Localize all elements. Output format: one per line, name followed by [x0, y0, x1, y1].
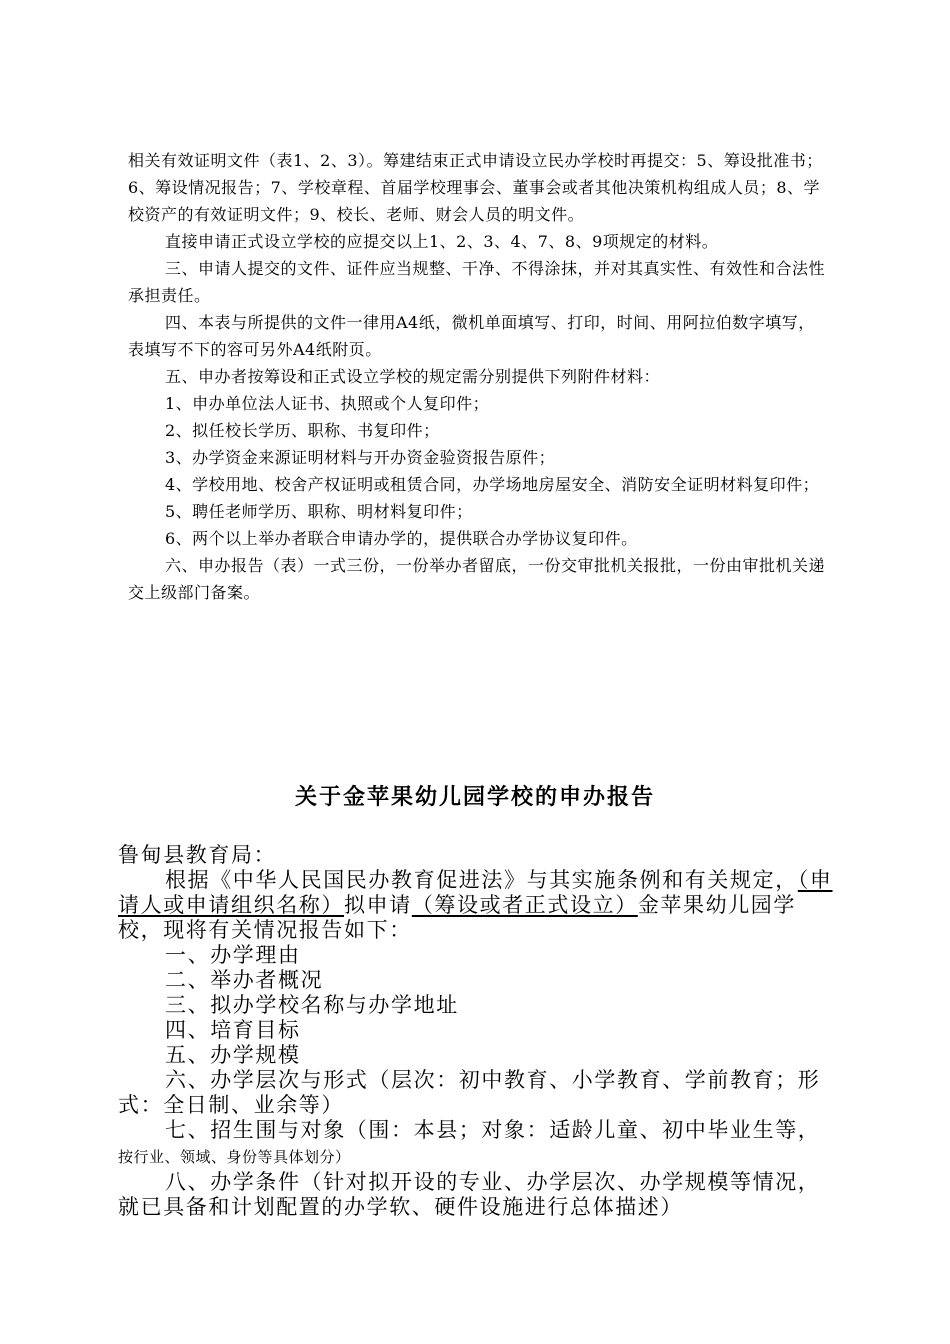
intro-paragraph	[118, 868, 834, 943]
report-item: 三、拟办学校名称与办学地址	[165, 993, 459, 1017]
report-item	[118, 1118, 834, 1170]
notes-paragraph: 四、本表与所提供的文件一律用A4纸，微机单面填写、打印，时间、用阿拉伯数字填写，表填写不下的容可另外A4纸附页。	[128, 313, 815, 359]
report-item: 六、办学层次与形式（层次：初中教育、小学教育、学前教育；形式：全日制、业余等）	[118, 1068, 821, 1117]
notes-paragraph: 三、申请人提交的文件、证件应当规整、干净、不得涂抹，并对其真实性、有效性和合法性承担责任。	[128, 259, 826, 305]
report-item: 一、办学理由	[165, 943, 301, 967]
attachment-item: 6、两个以上举办者联合申请办学的，提供联合办学协议复印件。	[165, 529, 638, 548]
applicant-name-blank: （申请人或申请组织名称）	[118, 868, 833, 917]
attachment-item: 5、聘任老师学历、职称、明材料复印件；	[165, 502, 473, 521]
attachment-item: 1、申办单位法人证书、执照或个人复印件；	[165, 394, 490, 413]
attachment-item: 3、办学资金来源证明材料与开办资金验资报告原件；	[165, 448, 556, 467]
report-item: 五、办学规模	[165, 1043, 301, 1067]
application-notes	[128, 147, 828, 606]
notes-paragraph: 相关有效证明文件（表1、2、3）。筹建结束正式申请设立民办学校时再提交：5、筹设批准书；6、筹设情况报告；7、学校章程、首届学校理事会、董事会或者其他决策机构组成人员；8、学校资产的有效证明文件；9、校长、老师、财会人员的明文件。	[128, 151, 823, 224]
report-item: 四、培育目标	[165, 1018, 301, 1042]
attachment-item: 2、拟任校长学历、职称、书复印件；	[165, 421, 440, 440]
report-title: 关于金苹果幼儿园学校的申办报告	[294, 785, 655, 810]
report-item: 二、举办者概况	[165, 968, 324, 992]
notes-paragraph: 五、申办者按筹设和正式设立学校的规定需分别提供下列附件材料：	[165, 367, 661, 386]
intro-text: 拟申请	[344, 893, 412, 917]
attachment-item: 4、学校用地、校舍产权证明或租赁合同，办学场地房屋安全、消防安全证明材料复印件；	[165, 475, 820, 494]
intro-text: 金苹果幼儿园学校，现将有关情况报告如下：	[118, 893, 797, 942]
notes-paragraph: 六、申办报告（表）一式三份，一份举办者留底，一份交审批机关报批，一份由审批机关递交上级部门备案。	[128, 556, 826, 602]
salutation: 鲁甸县教育局：	[118, 843, 277, 867]
establishment-type-blank: （筹设或者正式设立）	[411, 893, 638, 917]
report-item-note: 按行业、领域、身份等具体划分）	[118, 1148, 351, 1166]
report-body	[118, 843, 834, 1220]
notes-paragraph: 直接申请正式设立学校的应提交以上1、2、3、4、7、8、9项规定的材料。	[165, 232, 719, 251]
report-item-text: 七、招生围与对象（围：本县；对象：适龄儿童、初中毕业生等，	[165, 1118, 821, 1142]
intro-text: 根据《中华人民国民办教育促进法》与其实施条例和有关规定，	[165, 868, 798, 892]
report-item: 八、办学条件（针对拟开设的专业、办学层次、办学规模等情况，就已具备和计划配置的办学软、硬件设施进行总体描述）	[118, 1170, 821, 1219]
